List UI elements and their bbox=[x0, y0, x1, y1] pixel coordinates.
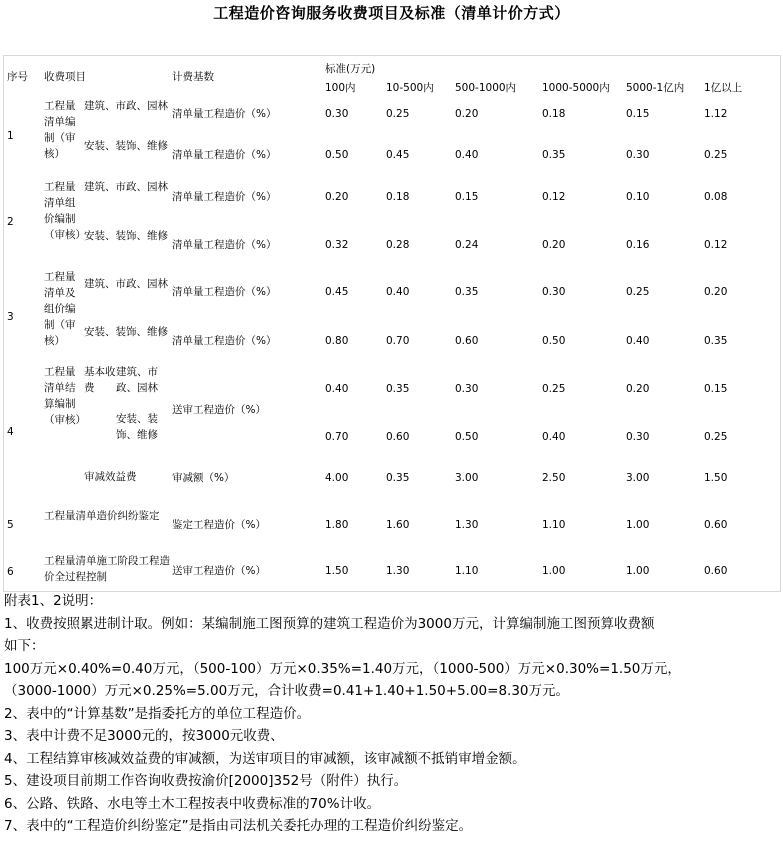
sub-label: 安装、装饰、维修 bbox=[84, 230, 168, 242]
rate-cell: 1.10 bbox=[455, 565, 479, 577]
item-label: 工程量清单造价纠纷鉴定 bbox=[44, 510, 160, 522]
basis-label: 清单量工程造价（%） bbox=[172, 335, 277, 347]
seq-number: 4 bbox=[7, 426, 14, 438]
basis-label: 清单量工程造价（%） bbox=[172, 149, 277, 161]
note-line: 如下： bbox=[4, 638, 45, 654]
rate-cell: 0.25 bbox=[704, 431, 728, 443]
rate-cell: 0.30 bbox=[626, 149, 650, 161]
item-label: 工程量清单结算编制（审核） bbox=[44, 366, 86, 426]
rate-cell: 0.50 bbox=[325, 149, 349, 161]
rate-cell: 0.35 bbox=[455, 286, 479, 298]
sub-label: 基本收费 bbox=[84, 366, 116, 394]
rate-cell: 0.20 bbox=[626, 383, 650, 395]
rate-cell: 0.15 bbox=[704, 383, 728, 395]
rate-cell: 1.00 bbox=[626, 519, 650, 531]
seq-number: 3 bbox=[7, 311, 14, 323]
rate-cell: 0.35 bbox=[386, 472, 410, 484]
rate-cell: 0.20 bbox=[325, 191, 349, 203]
rate-cell: 0.18 bbox=[386, 191, 410, 203]
note-line: 4、工程结算审核减效益费的审减额，为送审项目的审减额，该审减额不抵销审增金额。 bbox=[4, 750, 526, 767]
rate-cell: 0.50 bbox=[542, 335, 566, 347]
rate-cell: 0.40 bbox=[325, 383, 349, 395]
rate-cell: 0.12 bbox=[542, 191, 566, 203]
seq-number: 6 bbox=[7, 566, 14, 578]
sub-label: 建筑、市政、园林 bbox=[84, 100, 168, 112]
header-basis: 计费基数 bbox=[172, 71, 214, 83]
header-tier: 1亿以上 bbox=[704, 82, 743, 94]
rate-cell: 0.15 bbox=[626, 108, 650, 120]
note-line: 6、公路、铁路、水电等土木工程按表中收费标准的70%计收。 bbox=[4, 795, 381, 812]
rate-cell: 4.00 bbox=[325, 472, 349, 484]
sub-label: 安装、装饰、维修 bbox=[116, 413, 158, 441]
rate-cell: 0.35 bbox=[704, 335, 728, 347]
rate-cell: 0.40 bbox=[542, 431, 566, 443]
rate-cell: 0.25 bbox=[626, 286, 650, 298]
rate-cell: 0.25 bbox=[386, 108, 410, 120]
rate-cell: 0.80 bbox=[325, 335, 349, 347]
sub-label: 建筑、市政、园林 bbox=[116, 366, 158, 394]
note-line: 5、建设项目前期工作咨询收费按渝价[2000]352号（附件）执行。 bbox=[4, 773, 408, 789]
rate-cell: 0.40 bbox=[455, 149, 479, 161]
item-label: 工程量清单编制（审核） bbox=[44, 100, 76, 160]
rate-cell: 2.50 bbox=[542, 472, 566, 484]
rate-cell: 0.20 bbox=[542, 239, 566, 251]
sub-label: 安装、装饰、维修 bbox=[84, 326, 168, 338]
rate-cell: 0.60 bbox=[455, 335, 479, 347]
rate-cell: 1.30 bbox=[386, 565, 410, 577]
basis-label: 送审工程造价（%） bbox=[172, 565, 266, 577]
rate-cell: 0.45 bbox=[386, 149, 410, 161]
rate-cell: 0.08 bbox=[704, 191, 728, 203]
rate-cell: 0.12 bbox=[704, 239, 728, 251]
rate-cell: 0.30 bbox=[542, 286, 566, 298]
rate-cell: 0.70 bbox=[325, 431, 349, 443]
rate-cell: 1.00 bbox=[626, 565, 650, 577]
rate-cell: 1.12 bbox=[704, 108, 728, 120]
rate-cell: 0.30 bbox=[455, 383, 479, 395]
rate-cell: 1.80 bbox=[325, 519, 349, 531]
rate-cell: 0.10 bbox=[626, 191, 650, 203]
rate-cell: 0.32 bbox=[325, 239, 349, 251]
page-title: 工程造价咨询服务收费项目及标准（清单计价方式） bbox=[213, 4, 570, 22]
header-seq: 序号 bbox=[7, 71, 28, 83]
header-tier: 5000-1亿内 bbox=[626, 82, 685, 94]
header-item: 收费项目 bbox=[44, 71, 86, 83]
rate-cell: 0.15 bbox=[455, 191, 479, 203]
rate-cell: 0.20 bbox=[455, 108, 479, 120]
header-tier: 500-1000内 bbox=[455, 82, 517, 94]
rate-cell: 0.18 bbox=[542, 108, 566, 120]
rate-cell: 3.00 bbox=[455, 472, 479, 484]
rate-cell: 0.16 bbox=[626, 239, 650, 251]
sub-label: 建筑、市政、园林 bbox=[84, 278, 168, 290]
note-line: 7、表中的“工程造价纠纷鉴定”是指由司法机关委托办理的工程造价纠纷鉴定。 bbox=[4, 818, 473, 834]
header-standard: 标准(万元) bbox=[325, 63, 376, 75]
rate-cell: 0.20 bbox=[704, 286, 728, 298]
header-tier: 1000-5000内 bbox=[542, 82, 610, 94]
basis-label: 审减额（%） bbox=[172, 472, 235, 484]
rate-cell: 0.25 bbox=[542, 383, 566, 395]
notes bbox=[4, 590, 780, 838]
note-line: 1、收费按照累进制计取。例如：某编制施工图预算的建筑工程造价为3000万元，计算编制施工图预算收费额 bbox=[4, 615, 655, 632]
rate-cell: 0.40 bbox=[386, 286, 410, 298]
rate-cell: 1.50 bbox=[704, 472, 728, 484]
basis-label: 清单量工程造价（%） bbox=[172, 239, 277, 251]
note-line: 2、表中的“计算基数”是指委托方的单位工程造价。 bbox=[4, 705, 311, 722]
rate-cell: 1.60 bbox=[386, 519, 410, 531]
rate-cell: 0.30 bbox=[325, 108, 349, 120]
note-line: 附表1、2说明： bbox=[4, 593, 103, 609]
basis-label: 鉴定工程造价（%） bbox=[172, 519, 266, 531]
rate-cell: 0.60 bbox=[386, 431, 410, 443]
header-tier: 100内 bbox=[325, 82, 356, 94]
rate-cell: 0.24 bbox=[455, 239, 479, 251]
rate-cell: 0.35 bbox=[386, 383, 410, 395]
rate-cell: 0.60 bbox=[704, 519, 728, 531]
rate-cell: 1.10 bbox=[542, 519, 566, 531]
rate-cell: 0.70 bbox=[386, 335, 410, 347]
sub-label: 审减效益费 bbox=[84, 471, 137, 483]
fee-table bbox=[3, 55, 781, 592]
rate-cell: 1.30 bbox=[455, 519, 479, 531]
sub-label: 安装、装饰、维修 bbox=[84, 140, 168, 152]
header-tier: 10-500内 bbox=[386, 82, 434, 94]
rate-cell: 0.28 bbox=[386, 239, 410, 251]
rate-cell: 1.50 bbox=[325, 565, 349, 577]
rate-cell: 0.40 bbox=[626, 335, 650, 347]
rate-cell: 3.00 bbox=[626, 472, 650, 484]
sub-label: 建筑、市政、园林 bbox=[84, 181, 168, 193]
basis-label: 清单量工程造价（%） bbox=[172, 286, 277, 298]
seq-number: 1 bbox=[7, 130, 14, 142]
rate-cell: 0.45 bbox=[325, 286, 349, 298]
rate-cell: 0.30 bbox=[626, 431, 650, 443]
rate-cell: 0.35 bbox=[542, 149, 566, 161]
seq-number: 2 bbox=[7, 216, 14, 228]
item-label: 工程量清单组价编制（审核） bbox=[44, 181, 86, 241]
note-line: 3、表中计费不足3000元的，按3000元收费、 bbox=[4, 728, 284, 744]
seq-number: 5 bbox=[7, 519, 14, 531]
rate-cell: 0.60 bbox=[704, 565, 728, 577]
rate-cell: 0.50 bbox=[455, 431, 479, 443]
item-label: 工程量清单施工阶段工程造价全过程控制 bbox=[44, 555, 170, 583]
basis-label: 送审工程造价（%） bbox=[172, 404, 266, 416]
note-line: （3000-1000）万元×0.25%=5.00万元，合计收费=0.41+1.40+1.50+5.00=8.30万元。 bbox=[4, 683, 570, 699]
item-label: 工程量清单及组价编制（审核） bbox=[44, 271, 76, 347]
basis-label: 清单量工程造价（%） bbox=[172, 108, 277, 120]
rate-cell: 1.00 bbox=[542, 565, 566, 577]
basis-label: 清单量工程造价（%） bbox=[172, 191, 277, 203]
rate-cell: 0.25 bbox=[704, 149, 728, 161]
note-line: 100万元×0.40%=0.40万元，（500-100）万元×0.35%=1.40万元，（1000-500）万元×0.30%=1.50万元， bbox=[4, 660, 681, 677]
